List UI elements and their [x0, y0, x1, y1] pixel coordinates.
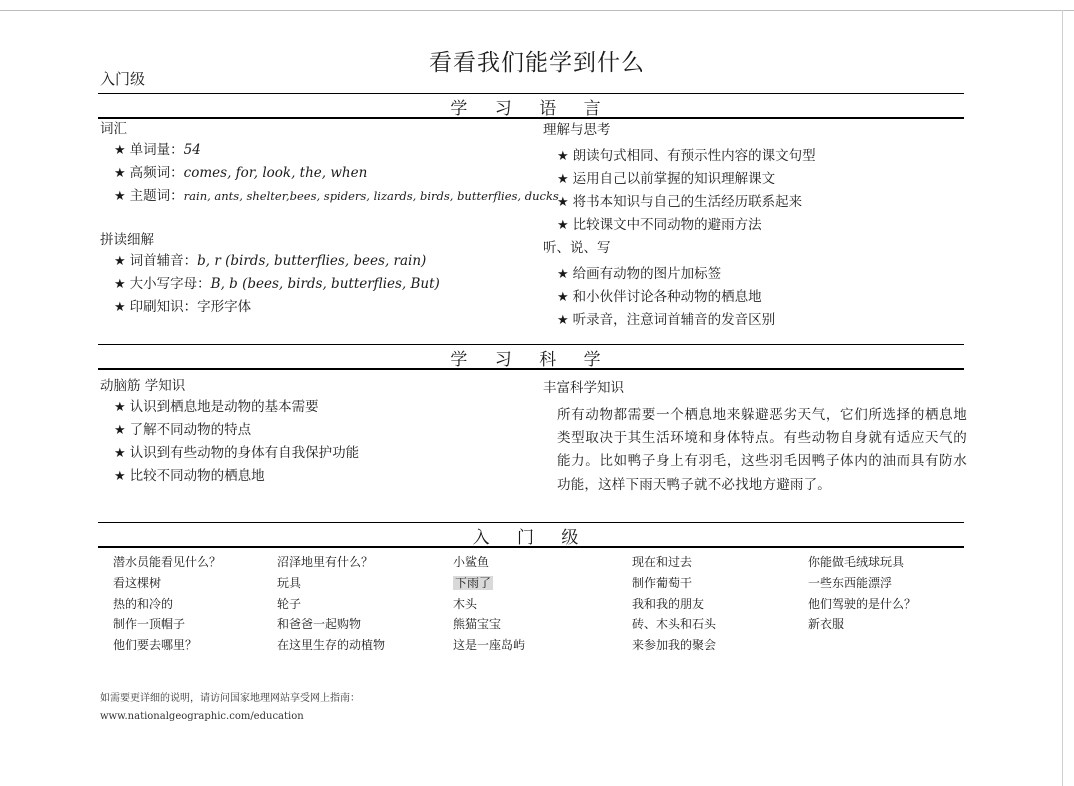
book-title: 熊猫宝宝 — [453, 617, 502, 632]
book-titles-column — [453, 552, 525, 656]
star-icon: ★ — [114, 423, 126, 438]
list-item: ★ 比较课文中不同动物的避雨方法 — [557, 217, 762, 233]
science-knowledge-block — [543, 378, 624, 398]
book-title: 木头 — [453, 596, 478, 611]
star-icon: ★ — [557, 195, 569, 210]
book-title: 这是一座岛屿 — [453, 638, 526, 653]
comprehension-heading: 理解与思考 — [543, 122, 611, 138]
star-icon: ★ — [114, 469, 126, 484]
star-icon: ★ — [114, 300, 126, 315]
level-label: 入门级 — [100, 70, 146, 88]
section-header-language — [98, 93, 964, 119]
list-item: ★ 给画有动物的图片加标签 — [557, 266, 722, 282]
listening-heading: 听、说、写 — [543, 240, 611, 256]
book-titles-column — [277, 552, 385, 656]
list-item: ★ 了解不同动物的特点 — [114, 422, 252, 438]
science-knowledge-heading: 丰富科学知识 — [543, 380, 624, 396]
book-title: 你能做毛绒球玩具 — [808, 555, 905, 569]
list-item: ★ 运用自己以前掌握的知识理解课文 — [557, 171, 776, 187]
star-icon: ★ — [557, 218, 569, 233]
phonics-heading: 拼读细解 — [100, 232, 154, 248]
book-title: 来参加我的聚会 — [632, 638, 717, 653]
footer-url: www.nationalgeographic.com/education — [100, 711, 304, 722]
star-icon: ★ — [114, 143, 126, 158]
star-icon: ★ — [557, 290, 569, 305]
book-title: 小鲨鱼 — [453, 555, 490, 569]
section-header-level — [98, 522, 964, 548]
list-item: ★ 将书本知识与自己的生活经历联系起来 — [557, 194, 803, 210]
page-edge-right — [1062, 10, 1063, 786]
star-icon: ★ — [557, 172, 569, 187]
list-item: ★ 单词量：54 — [114, 142, 201, 158]
book-title: 轮子 — [277, 596, 302, 611]
star-icon: ★ — [114, 189, 126, 204]
page-title: 看看我们能学到什么 — [429, 50, 645, 76]
star-icon: ★ — [557, 149, 569, 164]
list-item: ★ 朗读句式相同、有预示性内容的课文句型 — [557, 148, 816, 164]
science-knowledge-paragraph: 所有动物都需要一个栖息地来躲避恶劣天气，它们所选择的栖息地类型取决于其生活环境和身体特点。有些动物自身就有适应天气的能力。比如鸭子身上有羽毛，这些羽毛因鸭子体内的油而具有防水功能，这样下雨天鸭子就不必找地方避雨了。 — [557, 407, 967, 493]
listening-block — [543, 238, 775, 332]
book-titles-column — [808, 552, 916, 635]
section-title-level: 入 门 级 — [472, 528, 590, 548]
section-header-science — [98, 344, 964, 370]
book-title — [453, 573, 525, 594]
star-icon: ★ — [114, 400, 126, 415]
page-edge-top — [0, 10, 1074, 11]
list-item: ★ 和小伙伴讨论各种动物的栖息地 — [557, 289, 762, 305]
book-title: 他们驾驶的是什么？ — [808, 596, 917, 611]
book-titles-column — [632, 552, 716, 656]
star-icon: ★ — [114, 446, 126, 461]
comprehension-block — [543, 120, 816, 237]
star-icon: ★ — [114, 166, 126, 181]
book-title: 看这棵树 — [113, 575, 162, 590]
star-icon: ★ — [114, 254, 126, 269]
book-title: 制作葡萄干 — [632, 575, 693, 590]
book-title: 他们要去哪里？ — [113, 638, 198, 653]
list-item: ★ 听录音，注意词首辅音的发音区别 — [557, 312, 776, 328]
footer — [100, 690, 360, 726]
vocab-block — [100, 119, 559, 208]
phonics-block — [100, 230, 440, 319]
book-title: 在这里生存的动植物 — [277, 638, 386, 653]
science-thinking-heading: 动脑筋 学知识 — [100, 378, 186, 394]
book-title: 一些东西能漂浮 — [808, 575, 893, 590]
list-item: ★ 主题词：rain, ants, shelter,bees, spiders, lizards, birds, butterflies, ducks — [114, 188, 559, 204]
book-title: 热的和冷的 — [113, 596, 174, 611]
book-title: 沼泽地里有什么？ — [277, 555, 374, 569]
book-title: 玩具 — [277, 575, 302, 590]
star-icon: ★ — [114, 277, 126, 292]
list-item: ★ 印刷知识：字形字体 — [114, 299, 252, 315]
list-item: ★ 认识到有些动物的身体有自我保护功能 — [114, 445, 360, 461]
list-item: ★ 高频词：comes, for, look, the, when — [114, 165, 368, 181]
section-title-science: 学 习 科 学 — [450, 350, 612, 370]
book-title: 砖、木头和石头 — [632, 617, 717, 632]
book-title: 和爸爸一起购物 — [277, 617, 362, 632]
list-item: ★ 认识到栖息地是动物的基本需要 — [114, 399, 319, 415]
vocab-heading: 词汇 — [100, 121, 127, 137]
star-icon: ★ — [557, 313, 569, 328]
footer-note: 如需要更详细的说明，请访问国家地理网站享受网上指南： — [100, 693, 360, 704]
star-icon: ★ — [557, 267, 569, 282]
book-title: 制作一顶帽子 — [113, 617, 186, 632]
book-title: 我和我的朋友 — [632, 596, 705, 611]
highlighted-book-title: 下雨了 — [455, 575, 492, 590]
list-item: ★ 比较不同动物的栖息地 — [114, 468, 265, 484]
science-thinking-block — [100, 376, 359, 488]
book-titles-column — [113, 552, 221, 656]
list-item: ★ 词首辅音：b, r (birds, butterflies, bees, rain) — [114, 253, 427, 269]
book-title: 新衣服 — [808, 617, 845, 632]
book-title: 潜水员能看见什么？ — [113, 555, 222, 569]
book-title: 现在和过去 — [632, 555, 693, 569]
list-item: ★ 大小写字母：B, b (bees, birds, butterflies, But) — [114, 276, 440, 292]
section-title-language: 学 习 语 言 — [450, 99, 612, 119]
